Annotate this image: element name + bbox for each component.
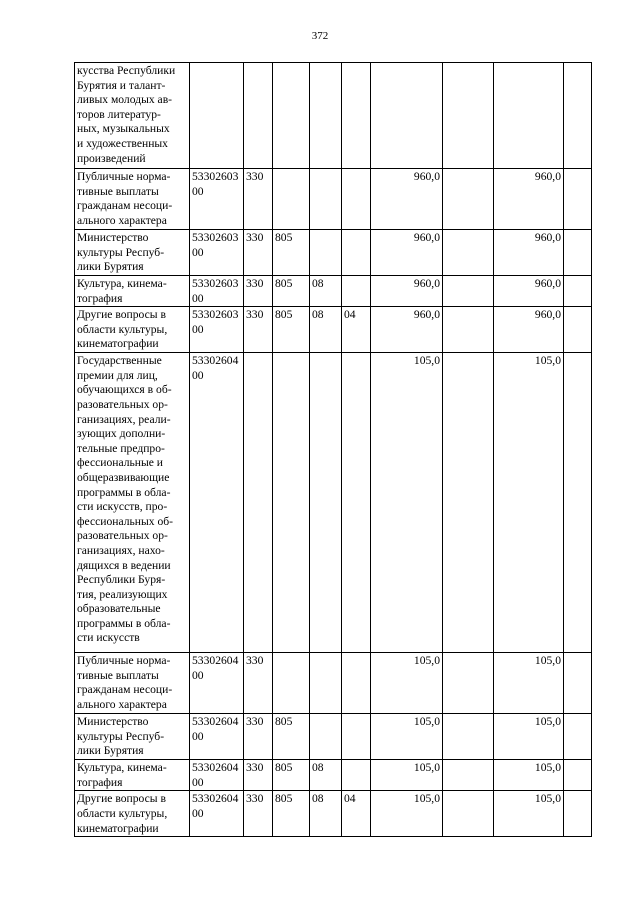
- row-amount: 960,0: [371, 169, 443, 230]
- row-amount-total: 960,0: [494, 307, 564, 353]
- row-amount: 960,0: [371, 307, 443, 353]
- table-row: [75, 307, 592, 353]
- row-c3: [244, 63, 273, 169]
- row-c10: [564, 276, 592, 307]
- row-amount-total: 105,0: [494, 653, 564, 714]
- row-name: Другие вопросы в области культуры, кинематографии: [75, 791, 190, 837]
- row-c6: [342, 230, 371, 276]
- row-c5: [310, 63, 342, 169]
- row-c3: 330: [244, 653, 273, 714]
- row-c3: 330: [244, 714, 273, 760]
- row-c10: [564, 230, 592, 276]
- row-name: Публичные норма- тивные выплаты гражданам несоци- ального характера: [75, 169, 190, 230]
- row-code: 53302604 00: [190, 760, 244, 791]
- table-row: [75, 169, 592, 230]
- row-c5: 08: [310, 791, 342, 837]
- row-c8: [443, 653, 494, 714]
- row-c10: [564, 63, 592, 169]
- row-amount-total: 105,0: [494, 791, 564, 837]
- row-c8: [443, 230, 494, 276]
- row-code: 53302604 00: [190, 714, 244, 760]
- table-row: [75, 653, 592, 714]
- row-c3: 330: [244, 230, 273, 276]
- row-c3: 330: [244, 169, 273, 230]
- row-code: 53302603 00: [190, 276, 244, 307]
- row-c8: [443, 169, 494, 230]
- row-c8: [443, 353, 494, 653]
- row-c6: [342, 169, 371, 230]
- row-c6: [342, 653, 371, 714]
- row-c10: [564, 353, 592, 653]
- row-c4: [273, 169, 310, 230]
- row-c5: [310, 653, 342, 714]
- table-row: [75, 63, 592, 169]
- row-c6: [342, 276, 371, 307]
- row-amount-total: 105,0: [494, 353, 564, 653]
- row-c4: [273, 653, 310, 714]
- row-c6: 04: [342, 307, 371, 353]
- row-c6: [342, 353, 371, 653]
- table-row: [75, 276, 592, 307]
- row-c3: 330: [244, 760, 273, 791]
- row-c8: [443, 276, 494, 307]
- row-c10: [564, 169, 592, 230]
- row-c8: [443, 791, 494, 837]
- row-c5: 08: [310, 760, 342, 791]
- row-amount: 105,0: [371, 791, 443, 837]
- row-name: Культура, кинема- тография: [75, 276, 190, 307]
- row-amount: 105,0: [371, 714, 443, 760]
- row-c10: [564, 653, 592, 714]
- row-c5: 08: [310, 276, 342, 307]
- row-c6: [342, 760, 371, 791]
- row-c8: [443, 63, 494, 169]
- row-code: 53302604 00: [190, 653, 244, 714]
- table-row: [75, 760, 592, 791]
- row-c4: 805: [273, 714, 310, 760]
- table-row: [75, 353, 592, 653]
- row-amount-total: 105,0: [494, 760, 564, 791]
- row-name: Другие вопросы в области культуры, кинематографии: [75, 307, 190, 353]
- row-c4: 805: [273, 276, 310, 307]
- row-amount: [371, 63, 443, 169]
- row-c8: [443, 760, 494, 791]
- row-c4: [273, 353, 310, 653]
- row-c4: 805: [273, 307, 310, 353]
- row-c3: 330: [244, 307, 273, 353]
- row-c8: [443, 307, 494, 353]
- row-c5: [310, 353, 342, 653]
- budget-table: [74, 62, 592, 837]
- row-c5: [310, 230, 342, 276]
- row-amount: 105,0: [371, 353, 443, 653]
- row-name: Культура, кинема- тография: [75, 760, 190, 791]
- row-c5: 08: [310, 307, 342, 353]
- row-code: [190, 63, 244, 169]
- table-row: [75, 230, 592, 276]
- row-c4: 805: [273, 791, 310, 837]
- row-amount-total: [494, 63, 564, 169]
- row-amount: 105,0: [371, 760, 443, 791]
- page-number: 372: [311, 30, 329, 42]
- row-code: 53302603 00: [190, 230, 244, 276]
- row-c10: [564, 791, 592, 837]
- row-name: Министерство культуры Респуб- лики Бурятия: [75, 714, 190, 760]
- row-name: Министерство культуры Респуб- лики Бурятия: [75, 230, 190, 276]
- row-code: 53302603 00: [190, 307, 244, 353]
- row-c4: 805: [273, 760, 310, 791]
- row-amount: 960,0: [371, 276, 443, 307]
- row-c5: [310, 714, 342, 760]
- row-name: Государственные премии для лиц, обучающихся в об- разовательных ор- ганизациях, реали- зующих дополни- тельные предпро- фессиональные и общеразвивающие программы в обла- сти искусств, про- фессиональных об- разовательных ор- ганизациях, нахо- дящихся в ведении Республики Буря- тия, реализующих образовательные программы в обла- сти искусств: [75, 353, 190, 653]
- row-c6: 04: [342, 791, 371, 837]
- row-c6: [342, 714, 371, 760]
- row-code: 53302604 00: [190, 353, 244, 653]
- row-c10: [564, 760, 592, 791]
- row-c10: [564, 714, 592, 760]
- row-c8: [443, 714, 494, 760]
- row-c4: 805: [273, 230, 310, 276]
- row-c5: [310, 169, 342, 230]
- row-c10: [564, 307, 592, 353]
- row-c3: 330: [244, 276, 273, 307]
- row-name: Публичные норма- тивные выплаты гражданам несоци- ального характера: [75, 653, 190, 714]
- table-row: [75, 791, 592, 837]
- row-amount-total: 960,0: [494, 230, 564, 276]
- row-amount-total: 105,0: [494, 714, 564, 760]
- row-c3: 330: [244, 791, 273, 837]
- row-amount-total: 960,0: [494, 169, 564, 230]
- row-c4: [273, 63, 310, 169]
- row-amount-total: 960,0: [494, 276, 564, 307]
- row-amount: 105,0: [371, 653, 443, 714]
- row-name: кусства Республики Бурятия и талант- ливых молодых ав- торов литератур- ных, музыкальных и художественных произведений: [75, 63, 190, 169]
- row-c6: [342, 63, 371, 169]
- row-code: 53302604 00: [190, 791, 244, 837]
- row-amount: 960,0: [371, 230, 443, 276]
- row-c3: [244, 353, 273, 653]
- row-code: 53302603 00: [190, 169, 244, 230]
- table-row: [75, 714, 592, 760]
